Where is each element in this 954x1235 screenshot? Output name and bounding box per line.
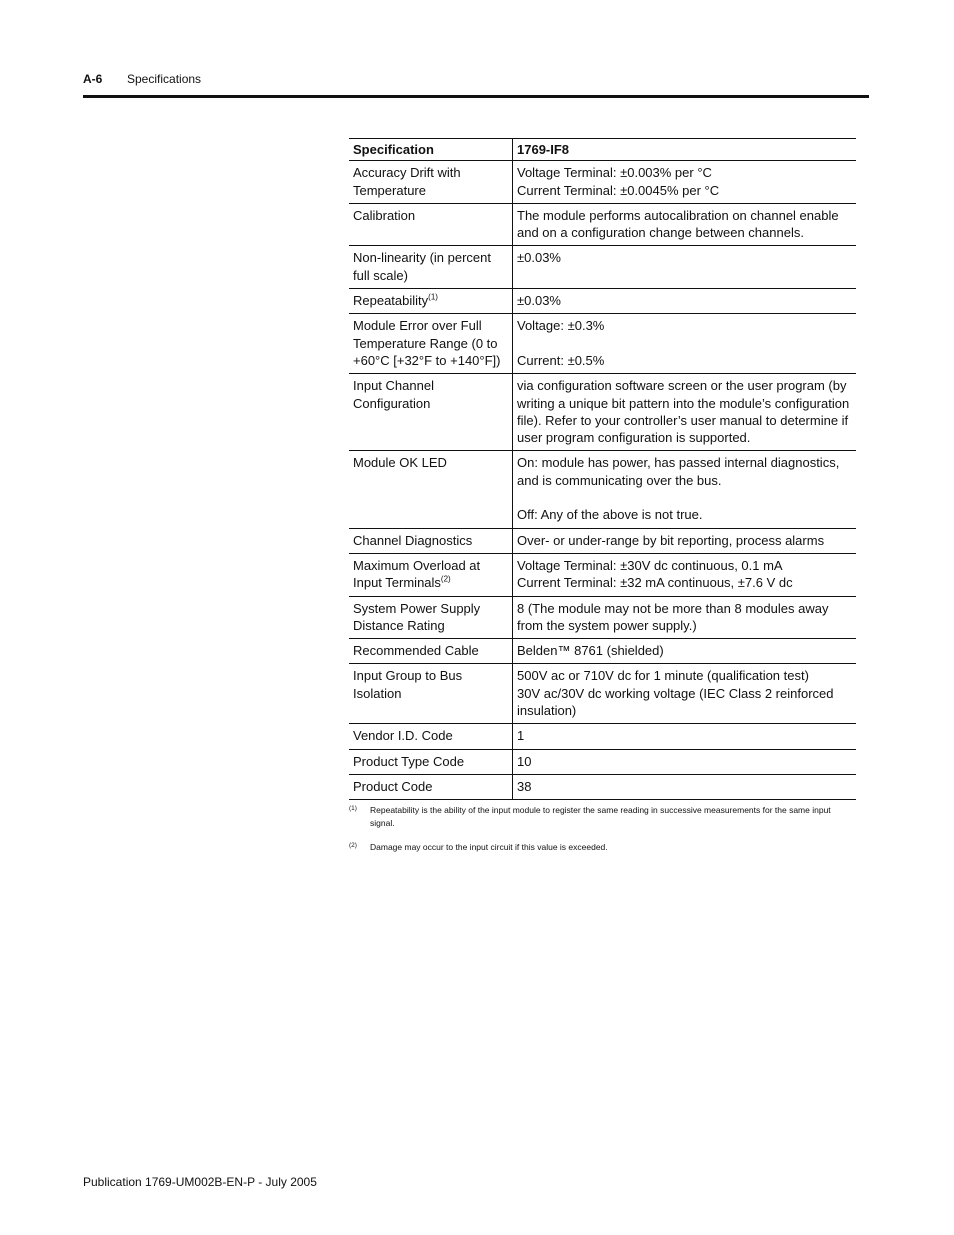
table-row [349,596,856,639]
spec-name-cell [349,289,513,314]
spec-value-cell [513,664,857,724]
spec-value-line: Over- or under-range by bit reporting, process alarms [517,532,825,548]
header-rule [83,95,869,98]
spec-name-cell [349,724,513,749]
spec-name: System Power Supply Distance Rating [353,600,481,633]
spec-name: Repeatability [353,293,429,309]
table-row [349,664,856,724]
spec-name: Recommended Cable [353,643,479,659]
spec-name-cell [349,203,513,246]
spec-value-line: Voltage Terminal: ±0.003% per °C [517,165,712,181]
footnote-reference: (2) [440,574,451,584]
spec-value-cell [513,451,857,528]
spec-name-cell [349,451,513,528]
spec-name-cell [349,374,513,451]
spec-name-cell [349,246,513,289]
spec-value-line: 500V ac or 710V dc for 1 minute (qualification test) [517,668,809,684]
spec-value-line: Current Terminal: ±0.0045% per °C [517,182,720,198]
spec-name-cell [349,664,513,724]
spec-value-line: 10 [517,753,532,769]
spec-name: Product Code [353,778,433,794]
spec-name-cell [349,553,513,596]
table-row [349,774,856,799]
spec-value-line: 30V ac/30V dc working voltage (IEC Class 2 reinforced insulation) [517,685,834,719]
spec-name-cell [349,528,513,553]
spec-value-cell [513,246,857,289]
spec-name-cell [349,639,513,664]
table-row [349,451,856,528]
spec-value-line: via configuration software screen or the user program (by writing a unique bit pattern into the module’s configuration file). Refer to your controller’s user manual to determine if user program configuration is supported. [517,378,850,446]
spec-name: Input Channel Configuration [353,378,434,411]
spec-value-cell [513,774,857,799]
spec-name: Module OK LED [353,455,447,471]
spec-value-line: 1 [517,728,525,744]
spec-value-line: On: module has power, has passed internal diagnostics, and is communicating over the bus. [517,455,840,488]
section-title: Specifications [127,72,202,86]
spec-name-cell [349,314,513,374]
spec-name: Channel Diagnostics [353,532,473,548]
spec-value-cell [513,553,857,596]
table-row [349,553,856,596]
table-row [349,314,856,374]
spec-value-cell [513,314,857,374]
footnote-text: Damage may occur to the input circuit if this value is exceeded. [370,842,608,852]
spec-name: Product Type Code [353,753,465,769]
spec-value-line: 8 (The module may not be more than 8 modules away from the system power supply.) [517,600,829,633]
footnote-mark: (2) [349,842,357,849]
spec-name-cell [349,596,513,639]
spec-value-cell [513,749,857,774]
table-row [349,246,856,289]
table-row [349,724,856,749]
spec-value-line: Current: ±0.5% [517,352,605,368]
spec-value-line: The module performs autocalibration on channel enable and on a configuration change between channels. [517,207,839,241]
spec-value-cell [513,528,857,553]
table-row [349,289,856,314]
spec-name: Accuracy Drift with Temperature [353,165,461,198]
footnote [349,804,856,830]
table-row [349,639,856,664]
spec-value-line: Current Terminal: ±32 mA continuous, ±7.6 V dc [517,575,793,591]
table-row [349,161,856,204]
table-header-row [349,139,856,161]
spec-value-line [517,335,852,352]
spec-name: Non-linearity (in percent full scale) [353,250,492,283]
spec-value-line: Belden™ 8761 (shielded) [517,643,664,659]
specifications-table [349,138,856,800]
spec-name-cell [349,774,513,799]
spec-name: Maximum Overload at Input Terminals [353,557,481,591]
spec-value-line: ±0.03% [517,250,561,266]
spec-value-cell [513,724,857,749]
spec-name: Module Error over Full Temperature Range (0 to +60°C [+32°F to +140°F]) [353,318,501,368]
spec-value-line: 38 [517,778,532,794]
spec-name: Vendor I.D. Code [353,728,453,744]
spec-value-line [517,489,852,506]
spec-name: Input Group to Bus Isolation [353,668,463,701]
page-footer: Publication 1769-UM002B-EN-P - July 2005 [83,1175,317,1189]
spec-value-cell [513,203,857,246]
spec-value-cell [513,596,857,639]
spec-value-line: Off: Any of the above is not true. [517,507,703,523]
spec-name-cell [349,161,513,204]
spec-name: Calibration [353,207,416,223]
page-number: A-6 [83,72,103,86]
page-header [83,72,201,86]
footnote-reference: (1) [428,292,438,302]
footnotes [349,804,856,865]
spec-name-cell [349,749,513,774]
spec-value-line: Voltage: ±0.3% [517,318,605,334]
table-row [349,374,856,451]
table-row [349,203,856,246]
column-header-model: 1769-IF8 [513,139,857,161]
footnote-mark: (1) [349,805,357,812]
spec-value-cell [513,289,857,314]
spec-value-line: ±0.03% [517,293,561,309]
column-header-specification: Specification [349,139,513,161]
table-row [349,528,856,553]
footnote-text: Repeatability is the ability of the input module to register the same reading in successive measurements for the same input signal. [370,805,831,828]
spec-value-cell [513,374,857,451]
table-row [349,749,856,774]
spec-value-cell [513,639,857,664]
spec-value-cell [513,161,857,204]
footnote [349,841,856,854]
spec-value-line: Voltage Terminal: ±30V dc continuous, 0.1 mA [517,557,783,573]
